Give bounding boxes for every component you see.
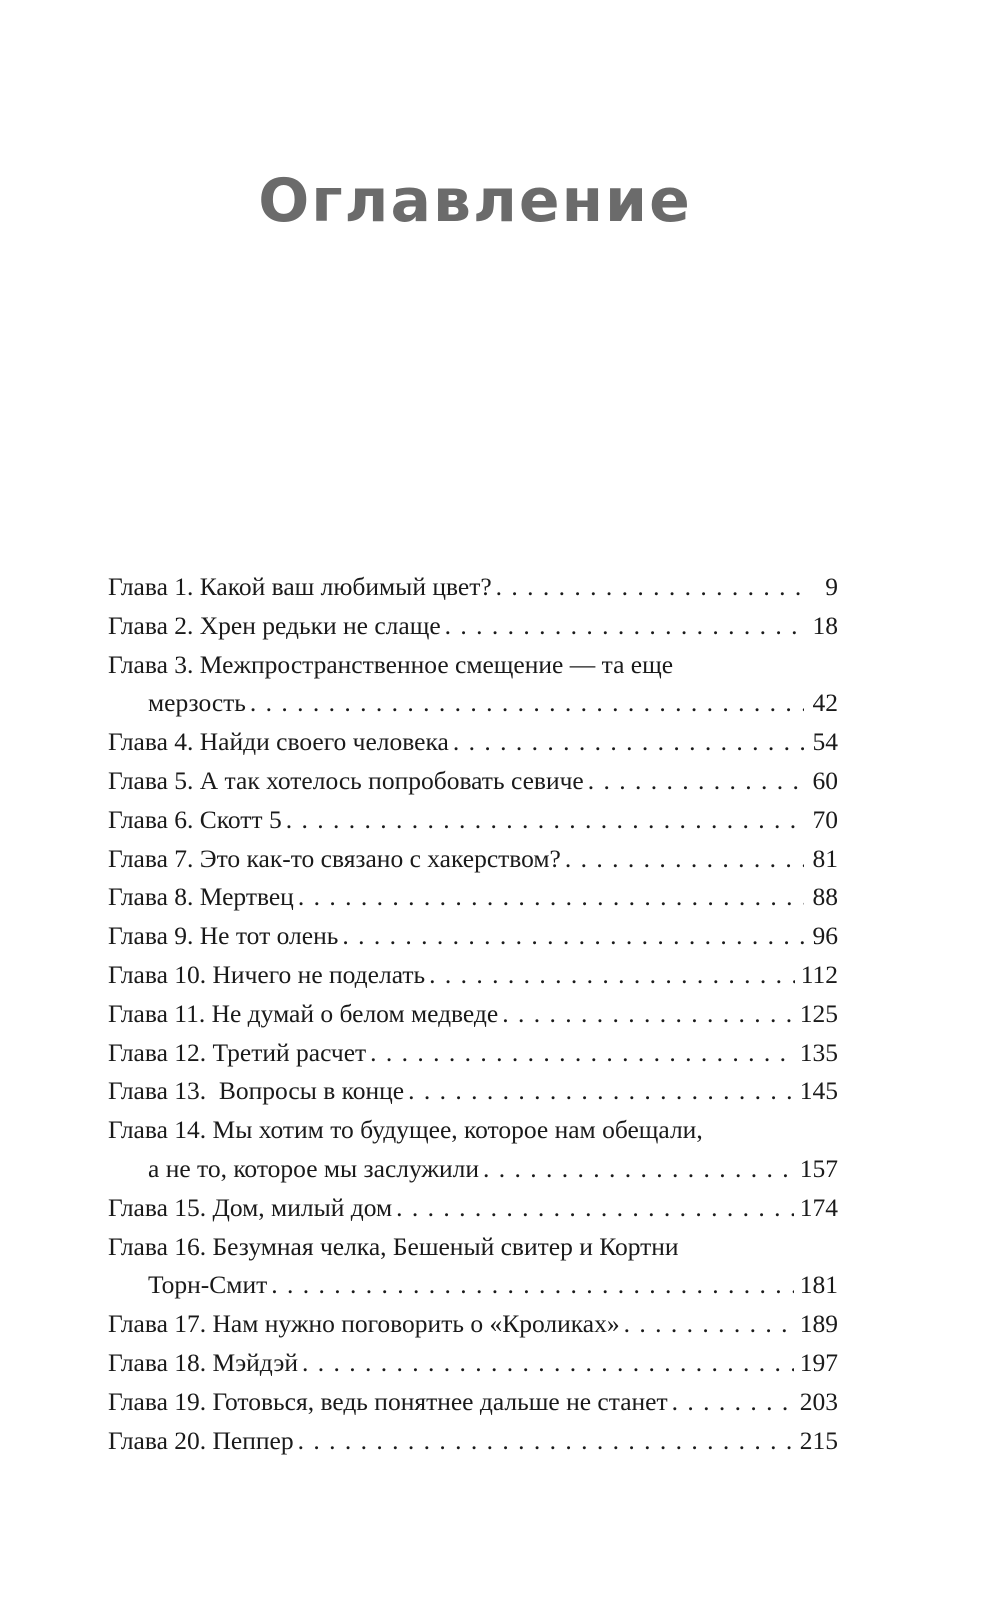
toc-entry[interactable] <box>108 1072 838 1111</box>
toc-page-number: 203 <box>799 1386 838 1416</box>
toc-entry[interactable] <box>108 995 838 1034</box>
dot-leader <box>453 723 804 762</box>
toc-entry[interactable] <box>108 1422 838 1461</box>
toc-entry-title: мерзость <box>148 688 246 718</box>
toc-entry[interactable] <box>108 723 838 762</box>
toc-entry[interactable] <box>108 956 838 995</box>
dot-leader <box>396 1189 794 1228</box>
toc-entry-line <box>108 956 838 995</box>
dot-leader <box>588 762 804 801</box>
dot-leader <box>408 1072 794 1111</box>
toc-entry-line <box>108 917 838 956</box>
toc-entry-line <box>108 1228 838 1267</box>
dot-leader <box>483 1150 794 1189</box>
toc-entry-title: Глава 7. Это как-то связано с хакерством? <box>108 843 561 873</box>
toc-entry-title: Глава 10. Ничего не поделать <box>108 959 426 989</box>
dot-leader <box>342 917 804 956</box>
toc-page-number: 70 <box>812 804 838 834</box>
dot-leader <box>250 684 804 723</box>
toc-entry-title: а не то, которое мы заслужили <box>148 1153 480 1183</box>
toc-entry-line <box>108 840 838 879</box>
toc-page-number: 112 <box>800 959 838 989</box>
toc-entry-line <box>108 723 838 762</box>
toc-entry-line <box>108 1383 838 1422</box>
toc-entry[interactable] <box>108 1305 838 1344</box>
toc-entry-title: Глава 15. Дом, милый дом <box>108 1192 393 1222</box>
toc-entry-title: Глава 8. Мертвец <box>108 882 294 912</box>
toc-entry-line <box>108 801 838 840</box>
dot-leader <box>502 995 794 1034</box>
dot-leader <box>271 1266 794 1305</box>
toc-entry-continuation-line <box>108 1150 838 1189</box>
toc-entry-title: Глава 17. Нам нужно поговорить о «Кроликах» <box>108 1309 620 1339</box>
dot-leader <box>672 1383 794 1422</box>
toc-entry-line <box>108 995 838 1034</box>
toc-entry-title: Глава 4. Найди своего человека <box>108 727 449 757</box>
toc-page-number: 18 <box>812 610 838 640</box>
toc-entry[interactable] <box>108 568 838 607</box>
toc-entry[interactable] <box>108 646 838 724</box>
toc-entry-title: Глава 19. Готовься, ведь понятнее дальше не станет <box>108 1386 668 1416</box>
dot-leader <box>496 568 804 607</box>
toc-entry[interactable] <box>108 840 838 879</box>
toc-entry-line <box>108 607 838 646</box>
toc-entry-title: Глава 2. Хрен редьки не слаще <box>108 610 441 640</box>
toc-entry-line <box>108 568 838 607</box>
toc-page-number: 197 <box>799 1347 838 1377</box>
toc-entry-line <box>108 762 838 801</box>
toc-entry[interactable] <box>108 762 838 801</box>
toc-entry-title: Глава 5. А так хотелось попробовать севиче <box>108 765 584 795</box>
page-title: Оглавление <box>258 166 692 236</box>
toc-entry-line <box>108 1072 838 1111</box>
dot-leader <box>286 801 804 840</box>
toc-entry-continuation-line <box>108 684 838 723</box>
toc-entry-title: Глава 13. Вопросы в конце <box>108 1076 405 1106</box>
dot-leader <box>302 1344 794 1383</box>
toc-page-number: 189 <box>799 1309 838 1339</box>
toc-entry-title: Глава 1. Какой ваш любимый цвет? <box>108 572 492 601</box>
dot-leader <box>429 956 795 995</box>
toc-entry[interactable] <box>108 1344 838 1383</box>
toc-page-number: 181 <box>799 1270 838 1300</box>
toc-entry-title: Глава 14. Мы хотим то будущее, которое нам обещали, <box>108 1115 703 1145</box>
toc-entry-line <box>108 1344 838 1383</box>
toc-entry[interactable] <box>108 917 838 956</box>
dot-leader <box>445 607 804 646</box>
toc-page-number: 145 <box>799 1076 838 1106</box>
dot-leader <box>565 840 804 879</box>
toc-entry-title: Глава 9. Не тот олень <box>108 921 339 951</box>
toc-entry[interactable] <box>108 1383 838 1422</box>
toc-entry-title: Торн-Смит <box>148 1270 268 1300</box>
toc-page-number: 174 <box>799 1192 838 1222</box>
toc-entry[interactable] <box>108 607 838 646</box>
toc-entry-line <box>108 1189 838 1228</box>
toc-page-number: 215 <box>799 1425 838 1455</box>
toc-page-number: 54 <box>812 727 838 757</box>
toc-page-number: 88 <box>812 882 838 912</box>
toc-entry-line <box>108 1422 838 1461</box>
toc-page-number: 157 <box>799 1153 838 1183</box>
toc-entry-title: Глава 20. Пеппер <box>108 1425 294 1455</box>
toc-entry[interactable] <box>108 1189 838 1228</box>
toc-entry-continuation-line <box>108 1266 838 1305</box>
toc-entry-title: Глава 16. Безумная челка, Бешеный свитер и Кортни <box>108 1231 679 1261</box>
toc-entry-line <box>108 1111 838 1150</box>
toc-entry-line <box>108 878 838 917</box>
toc-entry[interactable] <box>108 878 838 917</box>
toc-entry-title: Глава 11. Не думай о белом медведе <box>108 998 499 1028</box>
toc-entry-title: Глава 12. Третий расчет <box>108 1037 367 1067</box>
dot-leader <box>370 1034 794 1073</box>
toc-page-number: 9 <box>825 572 838 601</box>
toc-entry-title: Глава 3. Межпространственное смещение — та еще <box>108 649 674 679</box>
toc-entry-title: Глава 6. Скотт 5 <box>108 804 282 834</box>
dot-leader <box>624 1305 794 1344</box>
toc-page-number: 135 <box>799 1037 838 1067</box>
toc-page-number: 125 <box>799 998 838 1028</box>
toc-entry[interactable] <box>108 1228 838 1306</box>
toc-entry[interactable] <box>108 801 838 840</box>
toc-entry[interactable] <box>108 1034 838 1073</box>
toc-entry[interactable] <box>108 1111 838 1189</box>
toc-page-number: 42 <box>812 688 838 718</box>
table-of-contents <box>108 568 838 1460</box>
dot-leader <box>298 878 804 917</box>
toc-entry-line <box>108 1305 838 1344</box>
toc-page-number: 81 <box>812 843 838 873</box>
dot-leader <box>298 1422 794 1461</box>
toc-entry-line <box>108 646 838 685</box>
toc-page-number: 96 <box>812 921 838 951</box>
toc-entry-title: Глава 18. Мэйдэй <box>108 1347 298 1377</box>
toc-entry-line <box>108 1034 838 1073</box>
toc-page-number: 60 <box>812 765 838 795</box>
